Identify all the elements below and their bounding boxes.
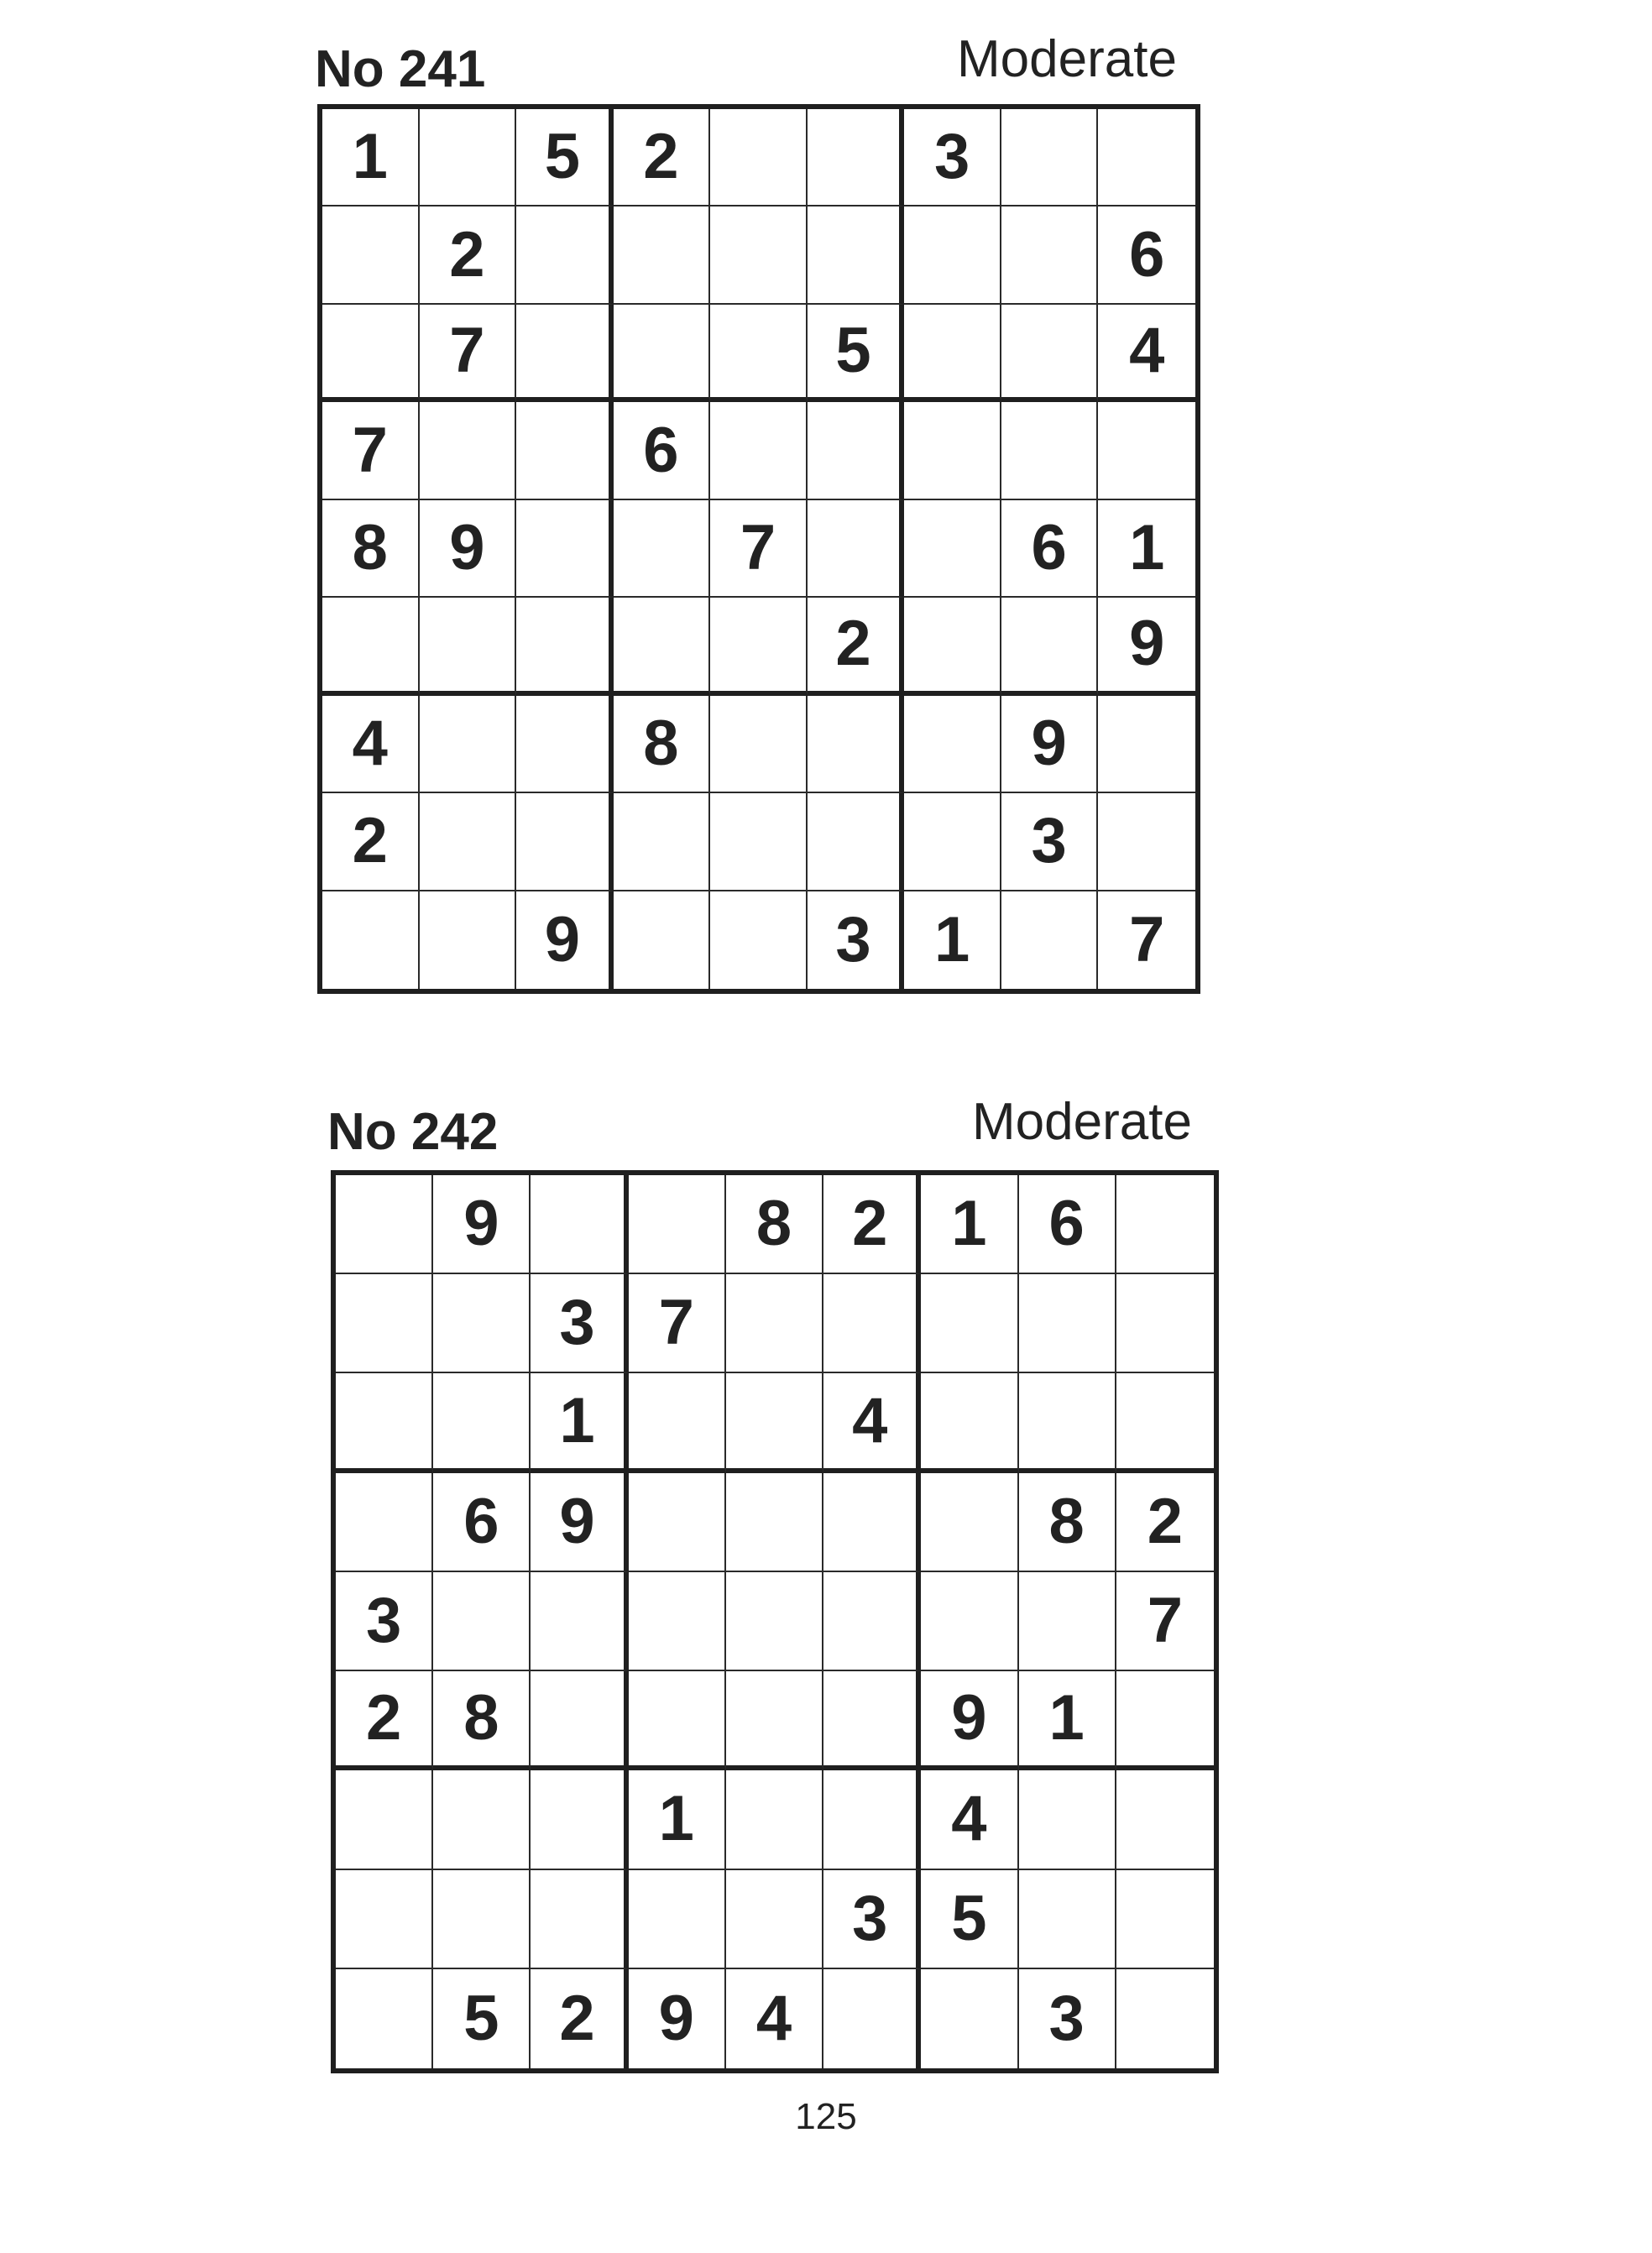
sudoku-cell <box>1001 109 1099 206</box>
sudoku-cell <box>531 1671 628 1770</box>
sudoku-cell <box>1116 1671 1214 1770</box>
sudoku-cell: 7 <box>1129 903 1165 975</box>
sudoku-cell <box>1019 1870 1116 1969</box>
sudoku-cell <box>1116 1770 1214 1869</box>
sudoku-cell: 4 <box>726 1969 823 2068</box>
sudoku-cell <box>322 891 420 989</box>
sudoku-cell <box>1116 1175 1214 1274</box>
sudoku-cell <box>420 402 517 499</box>
sudoku-cell: 4 <box>823 1373 921 1472</box>
sudoku-cell <box>336 1770 433 1869</box>
sudoku-cell <box>420 696 517 793</box>
sudoku-cell: 6 <box>1098 206 1195 304</box>
sudoku-cell <box>336 1274 433 1373</box>
sudoku-cell <box>904 598 1001 695</box>
sudoku-cell <box>823 1572 921 1671</box>
sudoku-cell <box>516 402 614 499</box>
sudoku-grid <box>331 1170 1219 2073</box>
sudoku-cell <box>921 1473 1018 1572</box>
sudoku-cell <box>614 793 711 891</box>
sudoku-cell <box>710 793 808 891</box>
sudoku-cell <box>808 402 905 499</box>
sudoku-cell <box>808 696 905 793</box>
sudoku-cell <box>710 402 808 499</box>
puzzle-title: No 242 <box>327 1103 499 1161</box>
sudoku-cell <box>1019 1770 1116 1869</box>
sudoku-cell <box>1001 206 1099 304</box>
sudoku-cell <box>1001 598 1099 695</box>
sudoku-cell <box>823 1969 921 2068</box>
sudoku-cell <box>808 109 905 206</box>
sudoku-cell <box>629 1175 726 1274</box>
sudoku-cell: 8 <box>322 500 420 598</box>
sudoku-cell <box>1019 1572 1116 1671</box>
sudoku-cell <box>322 305 420 402</box>
sudoku-cell: 3 <box>531 1274 628 1373</box>
sudoku-cell <box>904 793 1001 891</box>
sudoku-cell <box>1098 109 1195 206</box>
sudoku-cell <box>629 1373 726 1472</box>
sudoku-cell <box>531 1870 628 1969</box>
sudoku-cell <box>823 1274 921 1373</box>
sudoku-cell <box>726 1770 823 1869</box>
sudoku-cell: 1 <box>1019 1671 1116 1770</box>
sudoku-cell: 7 <box>710 500 808 598</box>
sudoku-cell <box>710 305 808 402</box>
sudoku-cell <box>516 598 614 695</box>
sudoku-cell <box>420 793 517 891</box>
sudoku-cell <box>516 305 614 402</box>
page-number: 125 <box>795 2096 857 2137</box>
sudoku-cell: 5 <box>808 305 905 402</box>
sudoku-cell: 9 <box>921 1671 1018 1770</box>
sudoku-cell <box>710 109 808 206</box>
sudoku-cell: 2 <box>531 1969 628 2068</box>
sudoku-cell <box>710 891 808 989</box>
sudoku-cell <box>808 206 905 304</box>
sudoku-cell: 6 <box>614 402 711 499</box>
sudoku-cell: 3 <box>336 1572 433 1671</box>
puzzle-title: No 241 <box>315 40 486 98</box>
sudoku-cell: 4 <box>921 1770 1018 1869</box>
sudoku-cell: 9 <box>1098 598 1195 695</box>
sudoku-cell <box>823 1770 921 1869</box>
sudoku-cell <box>726 1373 823 1472</box>
sudoku-cell: 2 <box>322 793 420 891</box>
sudoku-cell <box>904 500 1001 598</box>
sudoku-cell <box>531 1770 628 1869</box>
sudoku-cell <box>629 1473 726 1572</box>
sudoku-cell: 5 <box>433 1969 531 2068</box>
sudoku-cell: 8 <box>726 1175 823 1274</box>
sudoku-cell <box>614 305 711 402</box>
sudoku-cell <box>433 1373 531 1472</box>
sudoku-cell <box>921 1373 1018 1472</box>
sudoku-cell <box>1001 402 1099 499</box>
sudoku-cell <box>808 500 905 598</box>
sudoku-cell <box>629 1870 726 1969</box>
sudoku-cell <box>823 1671 921 1770</box>
difficulty-label: Moderate <box>957 30 1177 88</box>
sudoku-cell: 9 <box>433 1175 531 1274</box>
sudoku-cell: 8 <box>614 696 711 793</box>
sudoku-cell <box>433 1572 531 1671</box>
sudoku-cell <box>1001 305 1099 402</box>
sudoku-cell: 4 <box>1098 305 1195 402</box>
sudoku-cell: 7 <box>1116 1572 1214 1671</box>
sudoku-cell <box>1098 696 1195 793</box>
sudoku-cell <box>726 1671 823 1770</box>
sudoku-cell <box>1098 402 1195 499</box>
sudoku-cell: 7 <box>322 402 420 499</box>
sudoku-cell <box>336 1870 433 1969</box>
difficulty-label: Moderate <box>972 1093 1192 1151</box>
sudoku-cell: 7 <box>629 1274 726 1373</box>
sudoku-cell <box>808 793 905 891</box>
sudoku-cell <box>921 1969 1018 2068</box>
sudoku-cell <box>420 891 517 989</box>
sudoku-cell <box>904 402 1001 499</box>
sudoku-cell <box>614 206 711 304</box>
sudoku-cell <box>904 696 1001 793</box>
sudoku-cell <box>726 1274 823 1373</box>
sudoku-cell <box>614 500 711 598</box>
sudoku-cell <box>921 1572 1018 1671</box>
sudoku-cell <box>336 1373 433 1472</box>
sudoku-cell <box>516 793 614 891</box>
sudoku-cell <box>1116 1870 1214 1969</box>
sudoku-cell <box>1116 1274 1214 1373</box>
sudoku-cell <box>823 1473 921 1572</box>
sudoku-cell: 9 <box>531 1473 628 1572</box>
sudoku-cell: 8 <box>433 1671 531 1770</box>
sudoku-cell <box>420 598 517 695</box>
sudoku-cell <box>336 1969 433 2068</box>
sudoku-cell <box>726 1870 823 1969</box>
sudoku-cell: 2 <box>420 206 517 304</box>
sudoku-cell <box>1019 1373 1116 1472</box>
sudoku-cell <box>433 1274 531 1373</box>
sudoku-cell: 9 <box>516 891 614 989</box>
sudoku-cell: 1 <box>921 1175 1018 1274</box>
sudoku-cell: 3 <box>1019 1969 1116 2068</box>
sudoku-cell: 1 <box>629 1770 726 1869</box>
sudoku-cell: 7 <box>420 305 517 402</box>
sudoku-cell: 9 <box>420 500 517 598</box>
sudoku-cell <box>531 1175 628 1274</box>
sudoku-cell <box>433 1870 531 1969</box>
sudoku-cell <box>433 1770 531 1869</box>
sudoku-cell <box>516 206 614 304</box>
sudoku-cell: 3 <box>904 109 1001 206</box>
sudoku-cell: 9 <box>629 1969 726 2068</box>
sudoku-cell <box>710 598 808 695</box>
sudoku-cell: 2 <box>1116 1473 1214 1572</box>
sudoku-cell <box>921 1274 1018 1373</box>
sudoku-cell: 3 <box>808 891 905 989</box>
sudoku-cell <box>322 598 420 695</box>
sudoku-cell <box>614 891 711 989</box>
sudoku-cell <box>516 696 614 793</box>
sudoku-cell: 6 <box>433 1473 531 1572</box>
sudoku-cell: 5 <box>516 109 614 206</box>
sudoku-cell: 1 <box>1098 500 1195 598</box>
sudoku-cell: 6 <box>1019 1175 1116 1274</box>
sudoku-cell: 8 <box>1019 1473 1116 1572</box>
sudoku-cell: 2 <box>614 109 711 206</box>
sudoku-cell <box>336 1175 433 1274</box>
sudoku-cell <box>1116 1373 1214 1472</box>
sudoku-cell <box>1001 891 1099 989</box>
sudoku-cell <box>629 1572 726 1671</box>
sudoku-cell <box>531 1572 628 1671</box>
sudoku-cell: 1 <box>904 891 1001 989</box>
sudoku-cell <box>336 1473 433 1572</box>
sudoku-cell: 1 <box>322 109 420 206</box>
sudoku-cell <box>726 1572 823 1671</box>
sudoku-cell <box>904 206 1001 304</box>
sudoku-cell: 2 <box>808 598 905 695</box>
sudoku-cell <box>1116 1969 1214 2068</box>
sudoku-cell <box>420 109 517 206</box>
sudoku-cell: 1 <box>531 1373 628 1472</box>
sudoku-cell <box>322 206 420 304</box>
sudoku-cell: 2 <box>823 1175 921 1274</box>
sudoku-cell <box>726 1473 823 1572</box>
sudoku-cell <box>629 1671 726 1770</box>
sudoku-cell <box>710 696 808 793</box>
sudoku-cell <box>614 598 711 695</box>
sudoku-cell <box>1019 1274 1116 1373</box>
sudoku-cell <box>904 305 1001 402</box>
sudoku-cell: 6 <box>1001 500 1099 598</box>
sudoku-cell: 3 <box>1001 793 1099 891</box>
sudoku-cell: 4 <box>322 696 420 793</box>
sudoku-cell: 3 <box>823 1870 921 1969</box>
sudoku-cell: 2 <box>336 1671 433 1770</box>
sudoku-cell: 5 <box>921 1870 1018 1969</box>
sudoku-cell <box>1098 793 1195 891</box>
sudoku-cell: 9 <box>1001 696 1099 793</box>
sudoku-grid <box>317 104 1200 994</box>
sudoku-cell <box>516 500 614 598</box>
sudoku-cell <box>710 206 808 304</box>
